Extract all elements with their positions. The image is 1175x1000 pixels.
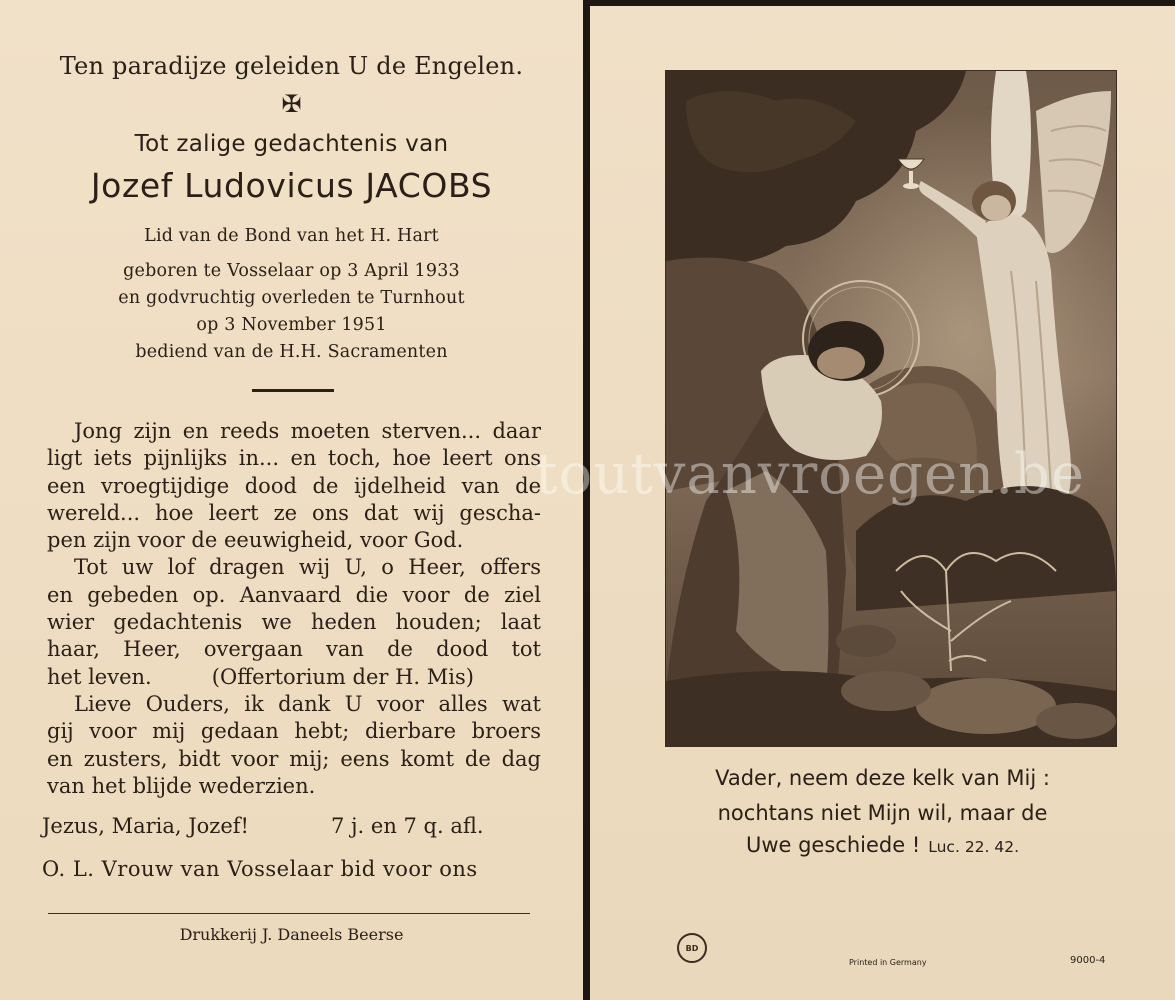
caption-line-2: nochtans niet Mijn wil, maar de xyxy=(717,801,1048,825)
body-line: het leven. (Offertorium der H. Mis) xyxy=(47,664,474,689)
footer-rule xyxy=(48,913,530,914)
closing-prayer: O. L. Vrouw van Vosselaar bid voor ons xyxy=(42,857,478,881)
watermark: toutvanvroegen.be xyxy=(535,442,1085,507)
body-line: van het blijde wederzien. xyxy=(47,773,316,798)
top-verse: Ten paradijze geleiden U de Engelen. xyxy=(59,52,524,80)
body-text xyxy=(47,418,541,800)
cross-icon: ✠ xyxy=(281,90,302,118)
printed-in-note: Printed in Germany xyxy=(849,958,927,967)
gethsemane-picture xyxy=(665,70,1117,747)
deceased-name: Jozef Ludovicus JACOBS xyxy=(90,166,493,205)
indulgence-note: 7 j. en 7 q. afl. xyxy=(331,814,484,838)
printer-credit: Drukkerij J. Daneels Beerse xyxy=(179,925,404,944)
divider xyxy=(252,389,334,392)
death-date-line: op 3 November 1951 xyxy=(196,315,387,335)
birth-line: geboren te Vosselaar op 3 April 1933 xyxy=(123,261,460,281)
scripture-reference: Luc. 22. 42. xyxy=(928,838,1020,856)
body-line: haar, Heer, overgaan van de dood tot xyxy=(47,637,541,662)
caption-line-3 xyxy=(590,833,1175,857)
body-line: wereld... hoe leert ze ons dat wij gescha- xyxy=(47,500,541,525)
body-line: wier gedachtenis we heden houden; laat xyxy=(47,610,541,635)
body-line: gij voor mij gedaan hebt; dierbare broers xyxy=(47,719,541,744)
caption-line-1: Vader, neem deze kelk van Mij : xyxy=(715,766,1050,790)
body-line: ligt iets pijnlijks in... en toch, hoe leert ons xyxy=(47,446,541,471)
body-line: Lieve Ouders, ik dank U voor alles wat xyxy=(74,691,541,716)
publisher-seal-icon: BD xyxy=(677,933,707,963)
death-line: en godvruchtig overleden te Turnhout xyxy=(118,288,465,308)
body-line: Tot uw lof dragen wij U, o Heer, offers xyxy=(74,555,541,580)
body-line: een vroegtijdige dood de ijdelheid van de xyxy=(47,473,541,498)
body-line: en gebeden op. Aanvaard die voor de ziel xyxy=(47,582,541,607)
sacraments-line: bediend van de H.H. Sacramenten xyxy=(135,342,448,362)
body-line: Jong zijn en reeds moeten sterven... daar xyxy=(74,419,541,443)
body-line: pen zijn voor de eeuwigheid, voor God. xyxy=(47,528,464,553)
caption-line-3-text: Uwe geschiede ! xyxy=(745,833,921,857)
memory-heading: Tot zalige gedachtenis van xyxy=(134,131,449,157)
body-line: en zusters, bidt voor mij; eens komt de dag xyxy=(47,746,541,771)
card-number: 9000-4 xyxy=(1070,955,1106,966)
invocation: Jezus, Maria, Jozef! xyxy=(42,814,249,838)
membership-line: Lid van de Bond van het H. Hart xyxy=(144,226,439,246)
